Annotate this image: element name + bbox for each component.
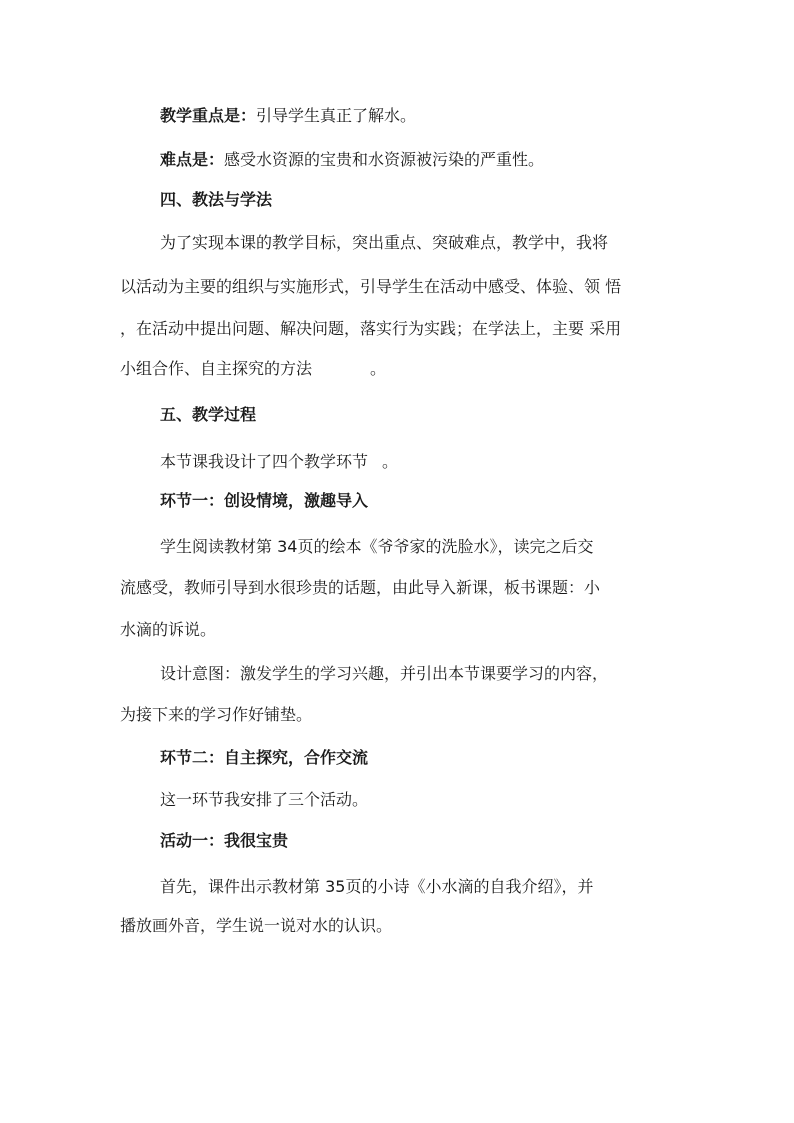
difficulty-line xyxy=(160,149,544,171)
step2-heading: 环节二：自主探究，合作交流 xyxy=(160,748,369,767)
section4-para-line-1: 为了实现本课的教学目标，突出重点、突破难点，教学中，我将 xyxy=(160,233,609,252)
section4-para-line-3: ，在活动中提出问题、解决问题，落实行为实践；在学法上，主要 采用 xyxy=(120,319,622,338)
activity1-line-2: 播放画外音，学生说一说对水的认识。 xyxy=(120,916,393,935)
design-intent-line-2: 为接下来的学习作好铺垫。 xyxy=(120,705,313,724)
section4-para-line-4 xyxy=(120,358,386,380)
section5-intro-end: 。 xyxy=(382,452,399,471)
step1-line-2: 流感受，教师引导到水很珍贵的话题，由此导入新课，板书课题：小 xyxy=(120,578,601,597)
section4-para-line-2: 以活动为主要的组织与实施形式，引导学生在活动中感受、体验、领 悟 xyxy=(120,277,622,296)
design-intent-line-1: 设计意图：激发学生的学习兴趣，并引出本节课要学习的内容， xyxy=(160,664,609,683)
step2-intro: 这一环节我安排了三个活动。 xyxy=(160,790,369,809)
section5-heading: 五、教学过程 xyxy=(160,405,257,424)
section5-intro xyxy=(160,451,398,473)
section4-heading: 四、教法与学法 xyxy=(160,190,273,209)
section4-para-line-4-text: 小组合作、自主探究的方法 xyxy=(120,359,313,378)
difficulty-text: 感受水资源的宝贵和水资源被污染的严重性。 xyxy=(224,150,545,169)
activity1-heading: 活动一：我很宝贵 xyxy=(160,831,289,850)
section4-para-line-4-end: 。 xyxy=(370,359,387,378)
step1-line-3: 水滴的诉说。 xyxy=(120,620,217,639)
step1-line-1: 学生阅读教材第 34页的绘本《爷爷家的洗脸水》，读完之后交 xyxy=(160,537,594,556)
section5-intro-text: 本节课我设计了四个教学环节 xyxy=(160,452,369,471)
key-points-line xyxy=(160,105,416,127)
difficulty-label: 难点是： xyxy=(160,150,225,169)
key-points-label: 教学重点是： xyxy=(160,106,257,125)
step1-heading: 环节一：创设情境，激趣导入 xyxy=(160,491,369,510)
key-points-text: 引导学生真正了解水。 xyxy=(256,106,417,125)
activity1-line-1: 首先，课件出示教材第 35页的小诗《小水滴的自我介绍》，并 xyxy=(160,877,594,896)
